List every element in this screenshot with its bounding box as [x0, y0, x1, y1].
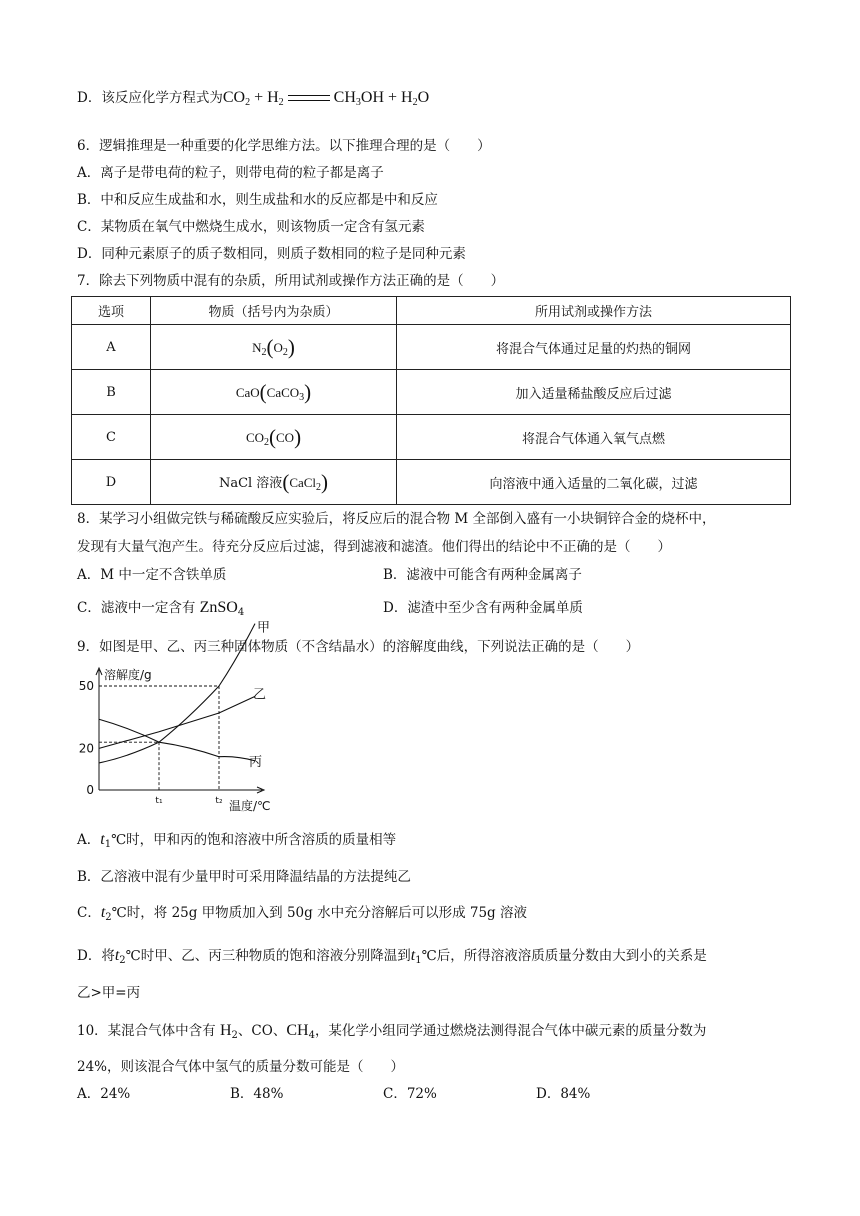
- q7-table: [71, 296, 791, 505]
- row-method: 将混合气体通过足量的灼热的铜网: [397, 325, 791, 370]
- q6-option-b: B．中和反应生成盐和水，则生成盐和水的反应都是中和反应: [77, 192, 438, 208]
- series-label-yi: 乙: [253, 687, 267, 703]
- row-substance: $N_2(O_2)$: [151, 325, 397, 370]
- y-axis-label: 溶解度/g: [104, 668, 152, 682]
- x-tick-label: t₁: [155, 796, 163, 806]
- row-method: 加入适量稀盐酸反应后过滤: [397, 370, 791, 415]
- q10-stem-line1: 10．某混合气体中含有 $H_2$、CO、$CH_4$，某化学小组同学通过燃烧法测得混合气体中碳元素的质量分数为: [77, 1022, 707, 1041]
- row-option: D: [72, 460, 151, 505]
- table-row: [72, 415, 791, 460]
- series-label-jia: 甲: [257, 620, 271, 636]
- y-tick-label: 50: [78, 679, 94, 693]
- y-tick-label: 20: [78, 741, 94, 756]
- row-substance: NaCl 溶液(CaCl$_2$): [151, 460, 397, 505]
- q10-option-a: A．24%: [77, 1086, 131, 1102]
- row-method: 将混合气体通入氧气点燃: [397, 415, 791, 460]
- q9-option-d: D．将$t_2℃$时甲、乙、丙三种物质的饱和溶液分别降温到$t_1℃$后，所得溶液溶质质量分数由大到小的关系是: [77, 947, 707, 966]
- row-method: 向溶液中通入适量的二氧化碳，过滤: [397, 460, 791, 505]
- q8-option-b: B．滤液中可能含有两种金属离子: [383, 567, 582, 583]
- row-substance: $CO_2(CO)$: [151, 415, 397, 460]
- q5-option-d: [77, 88, 429, 113]
- q7-stem: 7．除去下列物质中混有的杂质，所用试剂或操作方法正确的是（ ）: [77, 273, 505, 289]
- q10-stem-line2: 24%，则该混合气体中氢气的质量分数可能是（ ）: [77, 1059, 405, 1075]
- q8-option-a: A．M 中一定不含铁单质: [77, 567, 227, 583]
- q5-d-text: D．该反应化学方程式为: [77, 90, 223, 106]
- row-option: A: [72, 325, 151, 370]
- table-header-row: [72, 297, 791, 325]
- q6-option-c: C．某物质在氧气中燃烧生成水，则该物质一定含有氢元素: [77, 219, 425, 235]
- q8-stem-line2: 发现有大量气泡产生。待充分反应后过滤，得到滤液和滤渣。他们得出的结论中不正确的是（ ）: [77, 539, 671, 555]
- q9-stem: 9．如图是甲、乙、丙三种固体物质（不含结晶水）的溶解度曲线，下列说法正确的是（ ）: [77, 639, 640, 655]
- q9-option-a: A．$t_1℃$时，甲和丙的饱和溶液中所含溶质的质量相等: [77, 831, 397, 850]
- header-option: 选项: [72, 297, 151, 325]
- row-substance: CaO(CaCO$_3$): [151, 370, 397, 415]
- row-option: B: [72, 370, 151, 415]
- q10-option-c: C．72%: [383, 1086, 437, 1102]
- x-axis-label: 温度/℃: [229, 799, 271, 813]
- q9-option-b: B．乙溶液中混有少量甲时可采用降温结晶的方法提纯乙: [77, 869, 411, 885]
- q9-option-c: C．$t_2℃$时，将 25g 甲物质加入到 50g 水中充分溶解后可以形成 75g 溶液: [77, 904, 527, 923]
- series-label-bing: 丙: [249, 754, 263, 770]
- q8-stem-line1: 8．某学习小组做完铁与稀硫酸反应实验后，将反应后的混合物 M 全部倒入盛有一小块铜锌合金的烧杯中，: [77, 511, 716, 527]
- q6-option-d: D．同种元素原子的质子数相同，则质子数相同的粒子是同种元素: [77, 246, 466, 262]
- table-row: [72, 325, 791, 370]
- q8-option-c: C．滤液中一定含有 ZnSO$_4$: [77, 599, 245, 618]
- header-substance: 物质（括号内为杂质）: [151, 297, 397, 325]
- q9-option-d-line2: 乙>甲=丙: [77, 985, 141, 1001]
- equals-sign: [288, 95, 330, 101]
- row-option: C: [72, 415, 151, 460]
- q6-stem: 6．逻辑推理是一种重要的化学思维方法。以下推理合理的是（ ）: [77, 138, 491, 154]
- guide-line-t1: [99, 742, 159, 790]
- q10-option-b: B．48%: [230, 1086, 284, 1102]
- q5-equation: $CO_2 + H_2$ $CH_3OH + H_2O$: [222, 89, 430, 108]
- q6-option-a: A．离子是带电荷的粒子，则带电荷的粒子都是离子: [77, 165, 384, 181]
- curve-yi: [99, 696, 255, 748]
- header-method: 所用试剂或操作方法: [397, 297, 791, 325]
- y-tick-label: 0: [86, 783, 94, 797]
- q8-option-d: D．滤渣中至少含有两种金属单质: [383, 600, 583, 616]
- x-tick-label: t₂: [215, 796, 223, 806]
- table-row: [72, 370, 791, 415]
- solubility-chart: [74, 620, 274, 813]
- table-row: [72, 460, 791, 505]
- curve-bing: [99, 719, 255, 761]
- q10-option-d: D．84%: [536, 1086, 591, 1102]
